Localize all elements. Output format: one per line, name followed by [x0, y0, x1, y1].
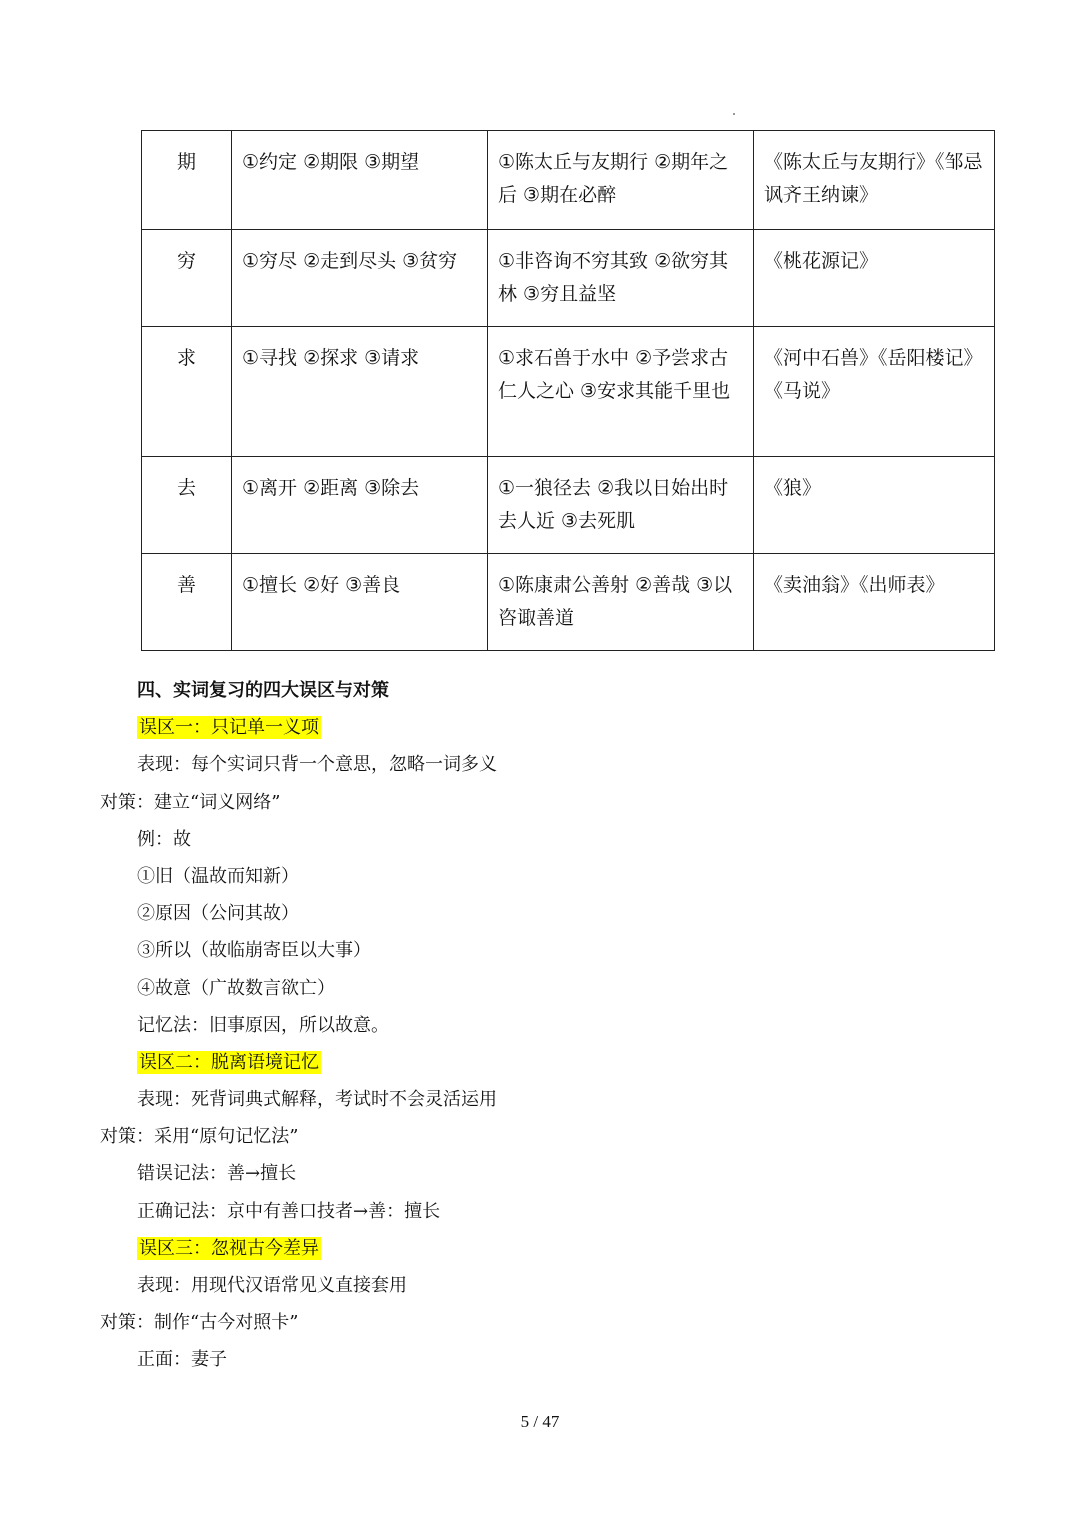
- examples-cell: ①求石兽于水中 ②予尝求古仁人之心 ③安求其能千里也: [488, 327, 754, 457]
- meanings-cell: ①擅长 ②好 ③善良: [232, 554, 488, 651]
- mistake-3-symptom: 表现：用现代汉语常见义直接套用: [137, 1275, 407, 1296]
- section-heading: 四、实词复习的四大误区与对策: [137, 680, 389, 701]
- examples-cell: ①一狼径去 ②我以日始出时去人近 ③去死肌: [488, 457, 754, 554]
- meanings-cell: ①约定 ②期限 ③期望: [232, 131, 488, 230]
- mistake-title-line: [0, 709, 1080, 746]
- table-row: [142, 457, 995, 554]
- table-row: [142, 327, 995, 457]
- mistake-2-right: 正确记法：京中有善口技者→善：擅长: [137, 1200, 441, 1222]
- meaning-item: ②原因（公问其故）: [137, 903, 299, 925]
- word-cell: 穷: [142, 230, 232, 327]
- mistake-3-strategy: 对策：制作“古今对照卡”: [100, 1312, 299, 1334]
- word-cell: 去: [142, 457, 232, 554]
- mistake-1-example-label: 例：故: [137, 828, 191, 850]
- mistake-2-wrong: 错误记法：善→擅长: [137, 1163, 297, 1185]
- mistake-3-front: 正面：妻子: [137, 1349, 227, 1371]
- page-number: 5 / 47: [520, 1412, 560, 1431]
- meaning-item: ③所以（故临崩寄臣以大事）: [137, 940, 371, 962]
- sources-cell: 《陈太丘与友期行》《邹忌讽齐王纳谏》: [754, 131, 995, 230]
- sources-cell: 《桃花源记》: [754, 230, 995, 327]
- word-cell: 期: [142, 131, 232, 230]
- mistake-2-strategy: 对策：采用“原句记忆法”: [100, 1126, 299, 1148]
- table-row: [142, 554, 995, 651]
- meanings-cell: ①离开 ②距离 ③除去: [232, 457, 488, 554]
- mistake-1-strategy: 对策：建立“词义网络”: [100, 791, 281, 813]
- examples-cell: ①陈康肃公善射 ②善哉 ③以咨诹善道: [488, 554, 754, 651]
- mistake-1-title: 误区一：只记单一义项: [139, 717, 319, 739]
- table-row: [142, 230, 995, 327]
- sources-cell: 《狼》: [754, 457, 995, 554]
- word-cell: 善: [142, 554, 232, 651]
- meanings-cell: ①寻找 ②探求 ③请求: [232, 327, 488, 457]
- word-cell: 求: [142, 327, 232, 457]
- mistake-title-line: [0, 1230, 1080, 1267]
- scan-dot: [733, 113, 735, 115]
- examples-cell: ①陈太丘与友期行 ②期年之后 ③期在必醉: [488, 131, 754, 230]
- meanings-cell: ①穷尽 ②走到尽头 ③贫穷: [232, 230, 488, 327]
- mistake-2-title: 误区二：脱离语境记忆: [139, 1051, 319, 1073]
- meaning-item: ④故意（广故数言欲亡）: [137, 977, 335, 999]
- mistake-3-title: 误区三：忽视古今差异: [139, 1237, 319, 1259]
- mistake-1-memory: 记忆法：旧事原因，所以故意。: [137, 1014, 389, 1036]
- meaning-item: ①旧（温故而知新）: [137, 865, 299, 887]
- table-row: [142, 131, 995, 230]
- mistake-2-symptom: 表现：死背词典式解释，考试时不会灵活运用: [137, 1089, 497, 1111]
- mistake-title-line: [0, 1044, 1080, 1081]
- word-meaning-table: [141, 130, 995, 651]
- sources-cell: 《河中石兽》《岳阳楼记》《马说》: [754, 327, 995, 457]
- review-section: [0, 672, 1080, 1379]
- mistake-1-symptom: 表现：每个实词只背一个意思，忽略一词多义: [137, 754, 497, 776]
- examples-cell: ①非咨询不穷其致 ②欲穷其林 ③穷且益坚: [488, 230, 754, 327]
- sources-cell: 《卖油翁》《出师表》: [754, 554, 995, 651]
